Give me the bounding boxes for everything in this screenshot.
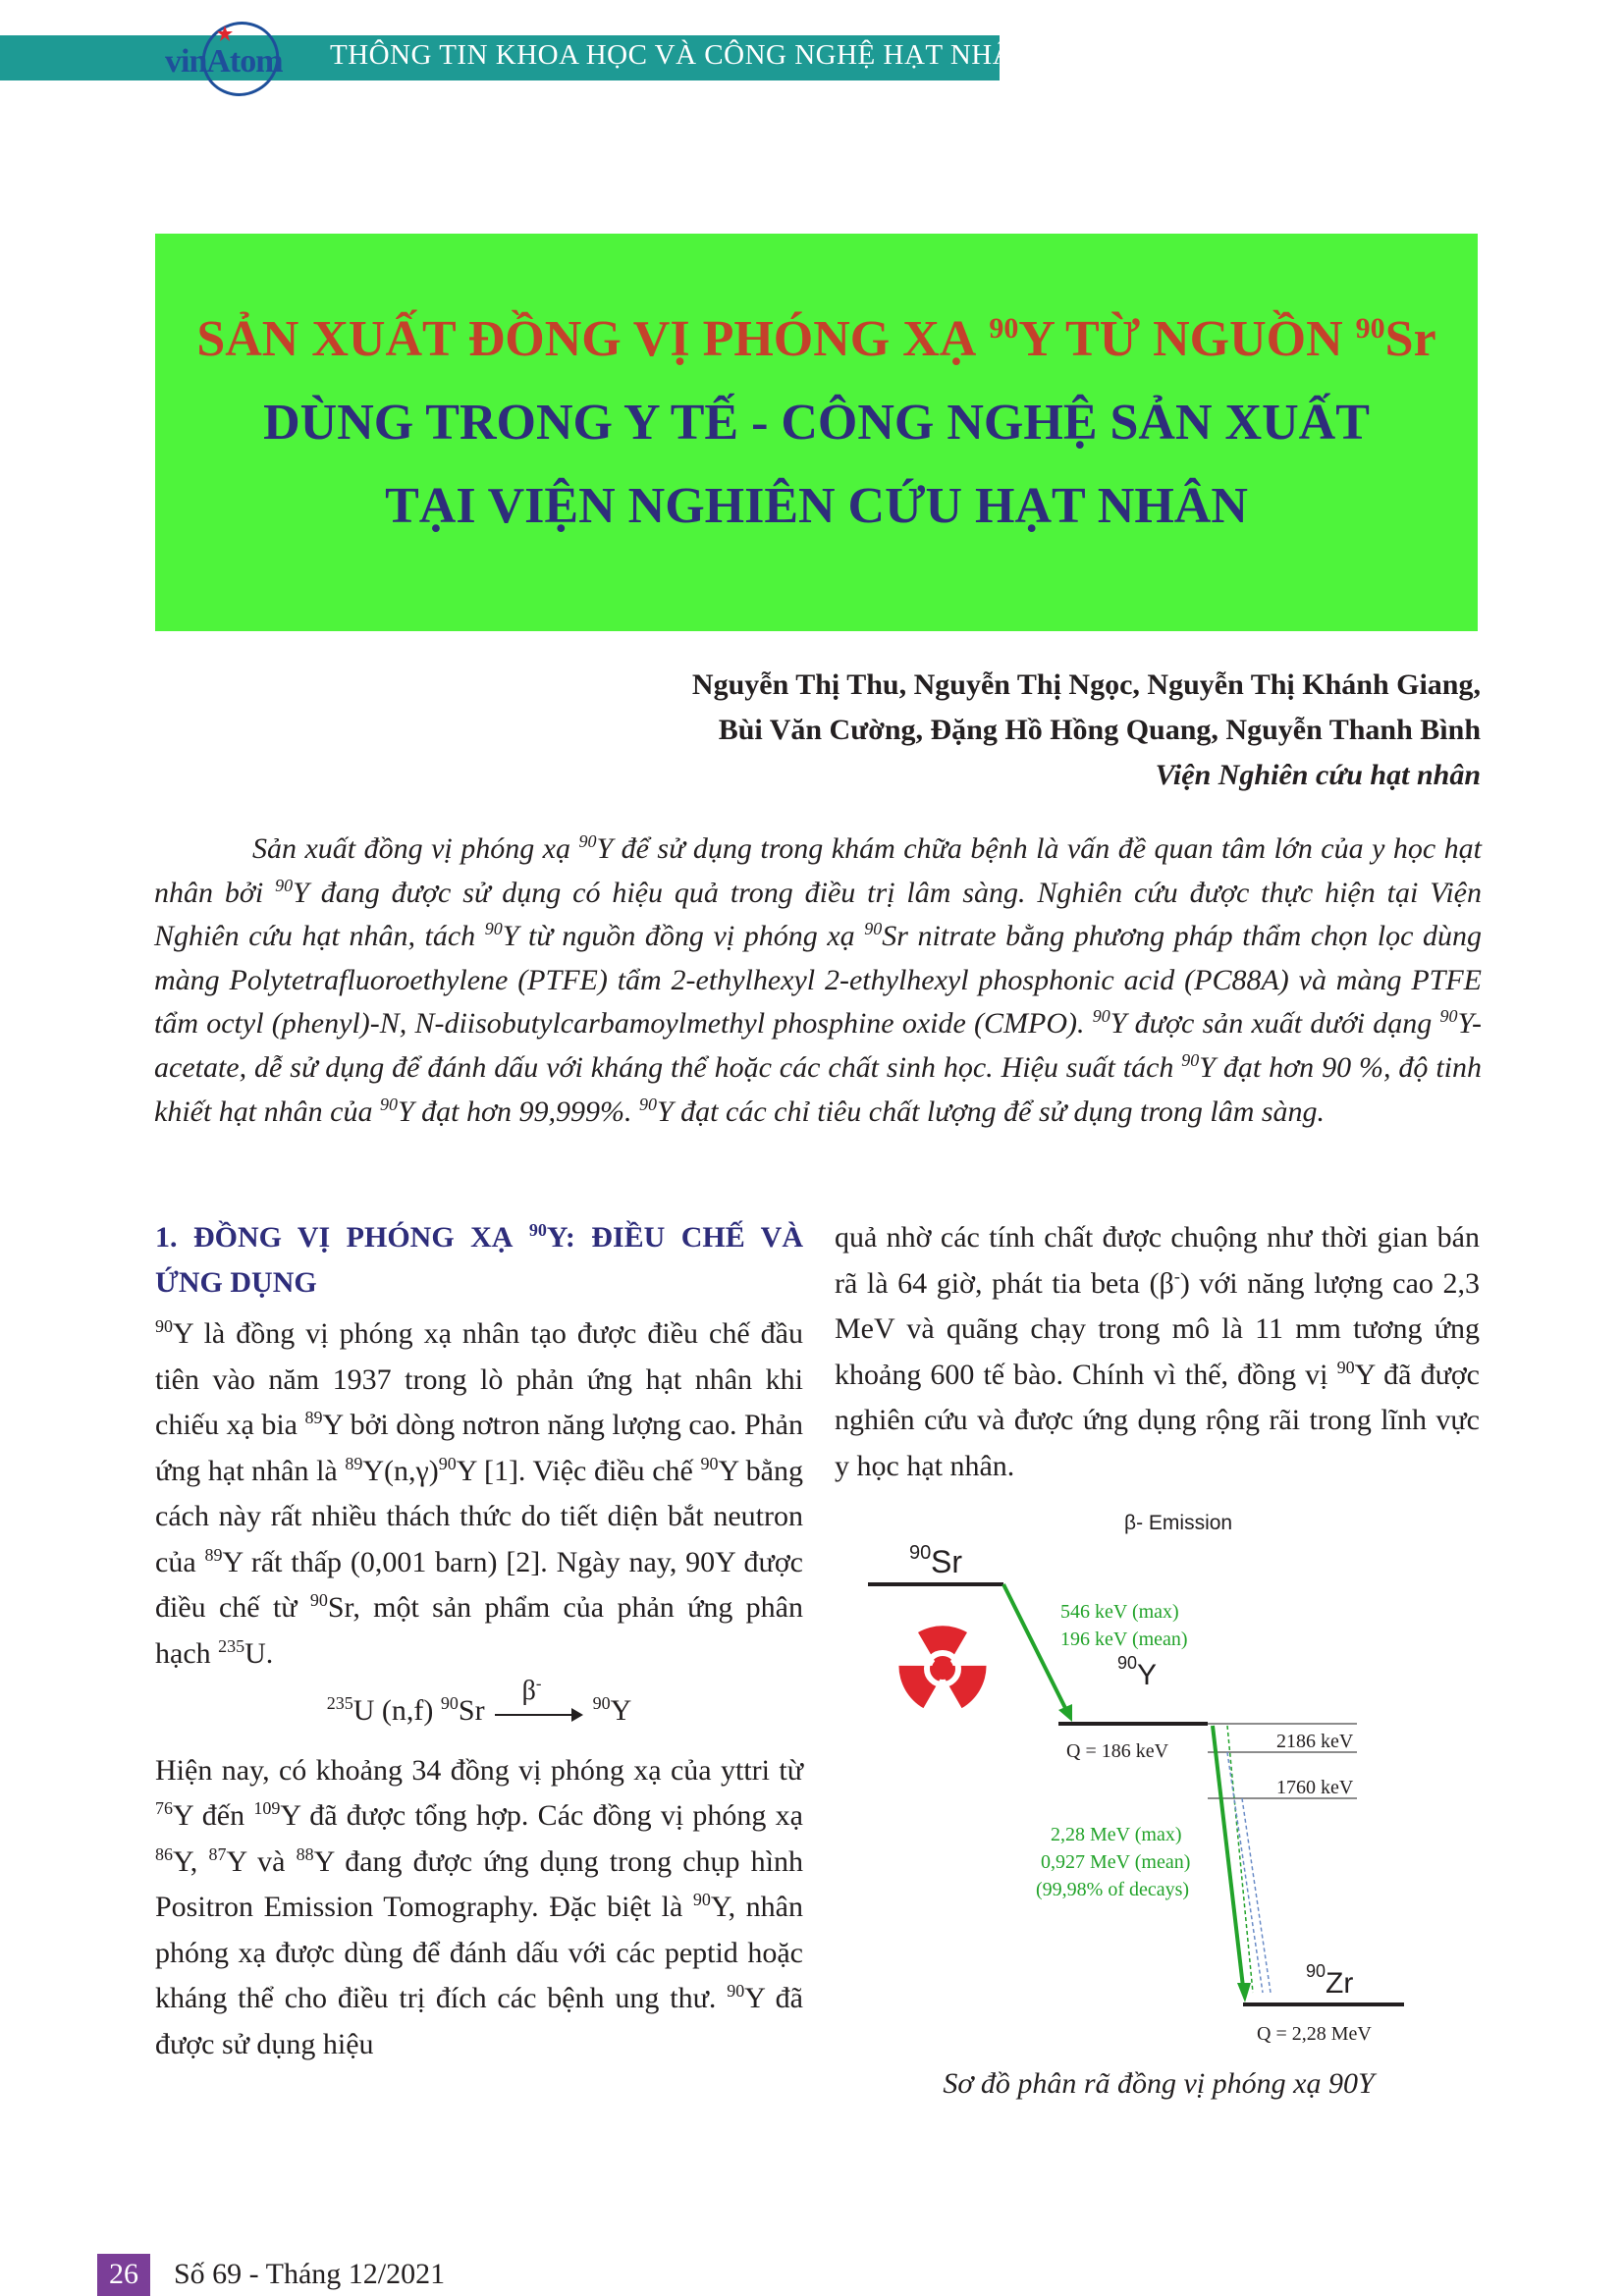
title-line-2: DÙNG TRONG Y TẾ - CÔNG NGHỆ SẢN XUẤT bbox=[263, 395, 1370, 451]
level-label-1760: 1760 keV bbox=[1276, 1777, 1354, 1798]
right-column bbox=[835, 1215, 1480, 1489]
title-line-1: SẢN XUẤT ĐỒNG VỊ PHÓNG XẠ $^{90}$Y TỪ NGUỒN $^{90}$Sr bbox=[196, 311, 1436, 367]
beta-arrow-sr bbox=[1003, 1584, 1067, 1712]
y-energy-mean: 0,927 MeV (mean) bbox=[1041, 1851, 1191, 1873]
y-symbol: Y bbox=[1137, 1659, 1158, 1691]
beta-arrow-y bbox=[1213, 1726, 1243, 1987]
zr-mass: 90 bbox=[1306, 1961, 1326, 1981]
y-energy-max: 2,28 MeV (max) bbox=[1051, 1824, 1182, 1845]
q-value-1: Q = 186 keV bbox=[1066, 1740, 1169, 1762]
left-column bbox=[155, 1215, 803, 2067]
issue-label: Số 69 - Tháng 12/2021 bbox=[174, 2258, 446, 2290]
authors-line-1: Nguyễn Thị Thu, Nguyễn Thị Ngọc, Nguyễn Thị Khánh Giang, bbox=[691, 668, 1481, 701]
header-title: THÔNG TIN KHOA HỌC VÀ CÔNG NGHỆ HẠT NHÂN bbox=[330, 39, 1035, 71]
sr-mass: 90 bbox=[909, 1542, 932, 1564]
section-heading: 1. ĐỒNG VỊ PHÓNG XẠ $^{90}$Y: ĐIỀU CHẾ VÀ ỨNG DỤNG bbox=[155, 1220, 804, 1299]
decay-scheme-figure bbox=[854, 1502, 1483, 2061]
sr-energy-mean: 196 keV (mean) bbox=[1060, 1629, 1188, 1650]
reaction-arrow: β- bbox=[495, 1698, 583, 1728]
figure-title: β- Emission bbox=[1124, 1512, 1233, 1534]
affiliation: Viện Nghiên cứu hạt nhân bbox=[1155, 759, 1481, 791]
sr-symbol: Sr bbox=[931, 1544, 962, 1579]
logo-text: vinAtom bbox=[165, 43, 283, 80]
radiation-icon bbox=[893, 1626, 993, 1711]
reaction-equation: $^{235}$U (n,f) $^{90}$Sr β- $^{90}$Y bbox=[326, 1674, 632, 1727]
y-mass: 90 bbox=[1117, 1653, 1138, 1673]
authors-line-2: Bùi Văn Cường, Đặng Hồ Hồng Quang, Nguyễn Thanh Bình bbox=[718, 714, 1481, 746]
figure-caption: Sơ đồ phân rã đồng vị phóng xạ 90Y bbox=[943, 2067, 1375, 2100]
abstract: Sản xuất đồng vị phóng xạ $^{90}$Y để sử dụng trong khám chữa bệnh là vấn đề quan tâm lớn của y học hạt nhân bởi $^{90}$Y đang được sử dụng có hiệu quả trong điều trị lâm sàng. Nghiên cứu được thực hiện tại Viện Nghiên cứu hạt nhân, tách $^{90}$Y từ nguồn đồng vị phóng xạ $^{90}$Sr nitrate bằng phương pháp thẩm chọn lọc dùng màng Polytetrafluoroethylene (PTFE) tẩm 2-ethylhexyl 2-ethylhexyl phosphonic acid (PC88A) và màng PTFE tẩm octyl (phenyl)-N, N-diisobutylcarbamoylmethyl phosphine oxide (CMPO). $^{90}$Y được sản xuất dưới dạng $^{90}$Y-acetate, dễ sử dụng để đánh dấu với kháng thể hoặc các chất sinh học. Hiệu suất tách $^{90}$Y đạt hơn 90 %, độ tinh khiết hạt nhân của $^{90}$Y đạt hơn 99,999%. $^{90}$Y đạt các chỉ tiêu chất lượng để sử dụng trong lâm sàng. bbox=[154, 831, 1483, 1128]
sr-energy-max: 546 keV (max) bbox=[1060, 1601, 1179, 1623]
title-box bbox=[155, 234, 1478, 631]
level-label-2186: 2186 keV bbox=[1276, 1731, 1354, 1752]
paragraph-2: Hiện nay, có khoảng 34 đồng vị phóng xạ của yttri từ $^{76}$Y đến $^{109}$Y đã được tổng hợp. Các đồng vị phóng xạ $^{86}$Y, $^{87}$Y và $^{88}$Y đang được ứng dụng trong chụp hình Positron Emission Tomography. Đặc biệt là $^{90}$Y, nhân phóng xạ được dùng để đánh dấu với các peptid hoặc kháng thể cho điều trị đích các bệnh ung thư. $^{90}$Y đã được sử dụng hiệu bbox=[155, 1753, 804, 2060]
page-number: 26 bbox=[109, 2258, 138, 2290]
paragraph-1: $^{90}$Y là đồng vị phóng xạ nhân tạo được điều chế đầu tiên vào năm 1937 trong lò phản ứng hạt nhân khi chiếu xạ bia $^{89}$Y bởi dòng nơtron năng lượng cao. Phản ứng hạt nhân là $^{89}Y(n,\gamma)^{90}Y$ [1]. Việc điều chế $^{90}$Y bằng cách này rất nhiều thách thức do tiết diện bắt neutron của $^{89}$Y rất thấp (0,001 barn) [2]. Ngày nay, 90Y được điều chế từ $^{90}$Sr, một sản phẩm của phản ứng phân hạch $^{235}$U. bbox=[155, 1316, 803, 1670]
decay-fraction: (99,98% of decays) bbox=[1036, 1879, 1190, 1900]
paragraph-3: quả nhờ các tính chất được chuộng như thời gian bán rã là 64 giờ, phát tia beta (β-) với năng lượng cao 2,3 MeV và quãng chạy trong mô là 11 mm tương ứng khoảng 600 tế bào. Chính vì thế, đồng vị $^{90}$Y đã được nghiên cứu và được ứng dụng rộng rãi trong lĩnh vực y học hạt nhân. bbox=[835, 1221, 1481, 1482]
q-value-2: Q = 2,28 MeV bbox=[1257, 2023, 1372, 2045]
title-line-3: TẠI VIỆN NGHIÊN CỨU HẠT NHÂN bbox=[385, 478, 1248, 534]
zr-symbol: Zr bbox=[1326, 1967, 1354, 2000]
